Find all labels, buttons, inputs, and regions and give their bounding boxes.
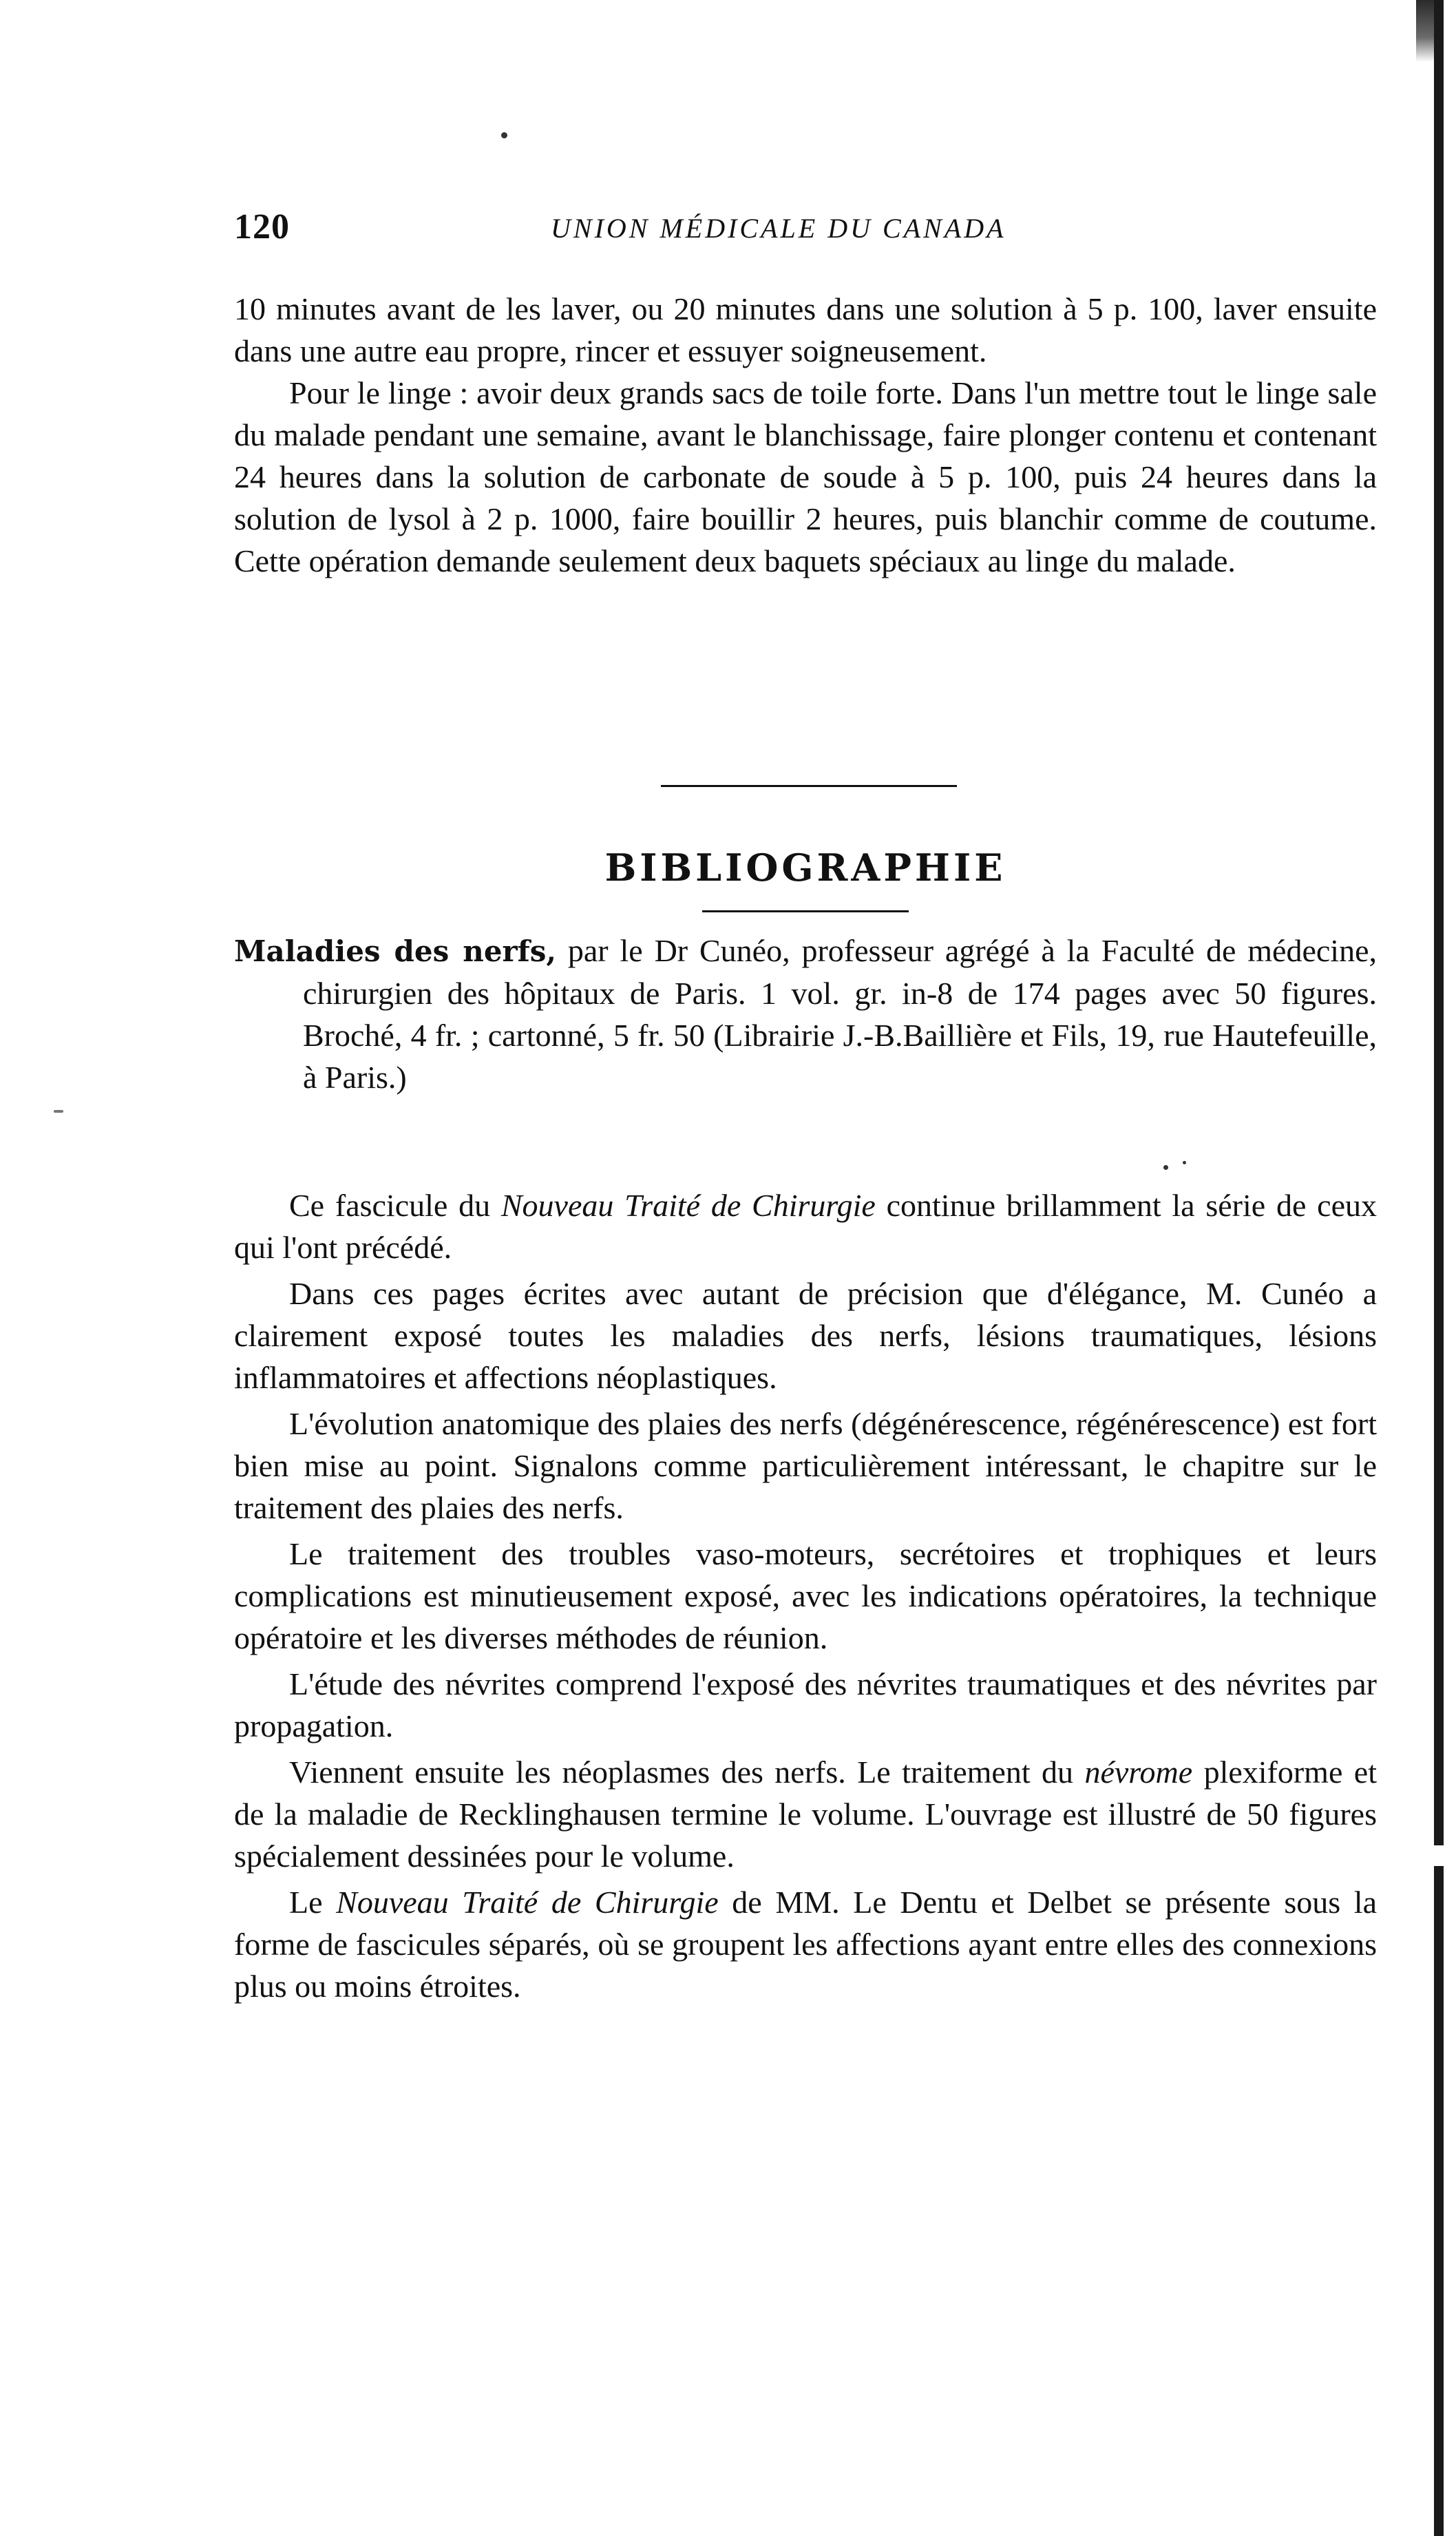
bibliography-heading: BIBLIOGRAPHIE: [604, 846, 1006, 890]
review-paragraph: [234, 1751, 1377, 1877]
review-text: Viennent ensuite les néoplasmes des nerfs. Le traitement du: [289, 1754, 1085, 1790]
review-paragraph: L'évolution anatomique des plaies des nerfs (dégénérescence, régénérescence) est fort bien mise au point. Signalons comme particulièrement intéressant, le chapitre sur le traitement des plaies des nerfs.: [234, 1406, 1377, 1525]
book-title: Maladies des nerfs,: [234, 934, 557, 968]
book-details: par le Dr Cunéo, professeur agrégé à la Faculté de médecine, chirurgien des hôpitaux de Paris. 1 vol. gr. in-8 de 174 pages avec 50 figures. Broché, 4 fr. ; cartonné, 5 fr. 50 (Librairie J.-B.Baillière et Fils, 19, rue Hautefeuille, à Paris.): [303, 933, 1377, 1095]
review-text: Ce fascicule du: [289, 1188, 501, 1223]
continuation-paragraph: 10 minutes avant de les laver, ou 20 minutes dans une solution à 5 p. 100, laver ensuite dans une autre eau propre, rincer et essuyer soigneusement.: [234, 291, 1377, 368]
scan-speck: [1183, 1161, 1186, 1164]
series-title: Nouveau Traité de Chirurgie: [336, 1885, 719, 1920]
review-paragraph: Le traitement des troubles vaso-moteurs, secrétoires et trophiques et leurs complications est minutieusement exposé, avec les indications opératoires, la technique opératoire et les diverses méthodes de réunion.: [234, 1536, 1377, 1655]
scan-speck: [501, 132, 507, 138]
review-paragraph: L'étude des névrites comprend l'exposé des névrites traumatiques et des névrites par propagation.: [234, 1666, 1377, 1743]
review-paragraph: [234, 1184, 1377, 1268]
review-text: plexiforme et de la maladie de Recklinghausen termine le volume. L'ouvrage est illustré de 50 figures spécialement dessinées pour le volume.: [234, 1754, 1378, 1874]
series-title: Nouveau Traité de Chirurgie: [500, 1188, 876, 1223]
review-text: de MM. Le Dentu et Delbet se présente sous la forme de fascicules séparés, où se groupent les affections ayant entre elles des connexions plus ou moins étroites.: [234, 1885, 1377, 2004]
italic-term: névrome: [1084, 1754, 1193, 1790]
page-number: 120: [234, 207, 290, 247]
scan-edge-right-lower: [1434, 1866, 1444, 2536]
heading-underline: [702, 910, 909, 912]
running-header: [234, 207, 1267, 262]
review-text: Le: [289, 1885, 337, 1920]
bibliography-entry: [234, 930, 1377, 1098]
review-paragraph: Dans ces pages écrites avec autant de précision que d'élégance, M. Cunéo a clairement exposé toutes les maladies des nerfs, lésions traumatiques, lésions inflammatoires et affections néoplastiques.: [234, 1276, 1377, 1395]
section-separator: [661, 785, 957, 787]
book-review: [234, 1184, 1377, 2011]
running-title: UNION MÉDICALE DU CANADA: [551, 213, 1006, 244]
scan-speck: [1163, 1165, 1168, 1170]
review-text: continue brillamment la série de ceux qui l'ont précédé.: [234, 1188, 1377, 1265]
review-paragraph: [234, 1881, 1377, 2007]
scan-edge-right-upper: [1434, 0, 1444, 1845]
continuation-text: [234, 288, 1377, 582]
scan-speck: [54, 1110, 63, 1113]
linen-paragraph: Pour le linge : avoir deux grands sacs de toile forte. Dans l'un mettre tout le linge sale du malade pendant une semaine, avant le blanchissage, faire plonger contenu et contenant 24 heures dans la solution de carbonate de soude à 5 p. 100, puis 24 heures dans la solution de lysol à 2 p. 1000, faire bouillir 2 heures, puis blanchir comme de coutume. Cette opération demande seulement deux baquets spéciaux au linge du malade.: [234, 375, 1377, 578]
